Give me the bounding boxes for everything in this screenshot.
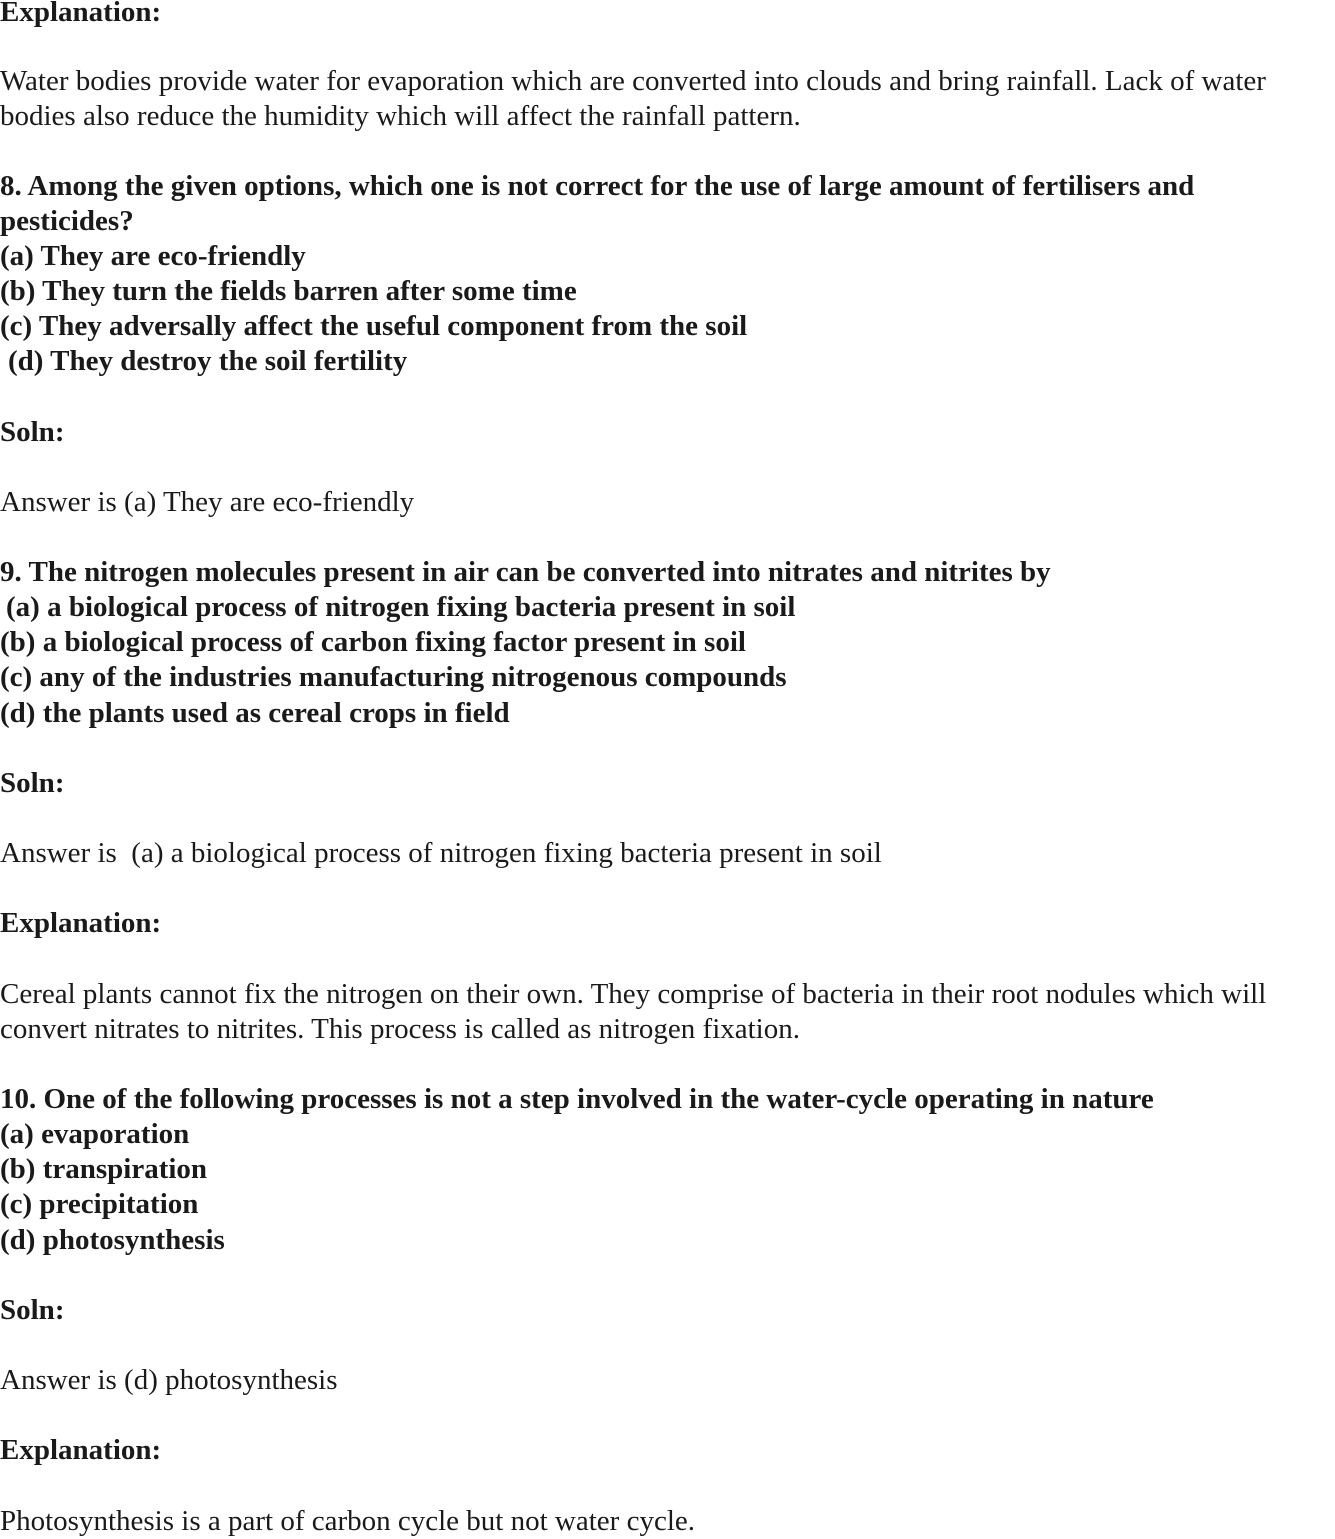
solution-label: Soln: <box>0 767 65 799</box>
question-10-option-a: (a) evaporation <box>0 1118 190 1150</box>
question-8-text: 8. Among the given options, which one is not correct for the use of large amount of fertilisers and <box>0 170 1195 202</box>
question-8-text-cont: pesticides? <box>0 205 134 237</box>
question-10-text: 10. One of the following processes is not a step involved in the water-cycle operating in nature <box>0 1083 1154 1115</box>
question-10-option-c: (c) precipitation <box>0 1188 199 1220</box>
question-10-option-b: (b) transpiration <box>0 1153 208 1185</box>
question-9-option-d: (d) the plants used as cereal crops in field <box>0 697 510 729</box>
explanation-heading: Explanation: <box>0 907 162 939</box>
solution-label: Soln: <box>0 1294 65 1326</box>
explanation-text-line: Water bodies provide water for evaporation which are converted into clouds and bring rainfall. Lack of water <box>0 65 1266 97</box>
question-8-option-b: (b) They turn the fields barren after some time <box>0 275 577 307</box>
explanation-heading: Explanation: <box>0 1434 162 1466</box>
question-8-option-d: (d) They destroy the soil fertility <box>8 345 408 377</box>
question-9-text: 9. The nitrogen molecules present in air can be converted into nitrates and nitrites by <box>0 556 1051 588</box>
question-9-option-a: (a) a biological process of nitrogen fixing bacteria present in soil <box>6 591 796 623</box>
solution-label: Soln: <box>0 416 65 448</box>
question-10-option-d: (d) photosynthesis <box>0 1224 225 1256</box>
question-9-option-b: (b) a biological process of carbon fixing factor present in soil <box>0 626 746 658</box>
question-8-option-c: (c) They adversally affect the useful component from the soil <box>0 310 748 342</box>
explanation-text-line: Photosynthesis is a part of carbon cycle but not water cycle. <box>0 1505 695 1537</box>
explanation-heading: Explanation: <box>0 0 162 28</box>
answer-text: Answer is (a) They are eco-friendly <box>0 486 415 518</box>
answer-text: Answer is (d) photosynthesis <box>0 1364 338 1396</box>
explanation-text-line: convert nitrates to nitrites. This process is called as nitrogen fixation. <box>0 1013 800 1045</box>
explanation-text-line: Cereal plants cannot fix the nitrogen on their own. They comprise of bacteria in their root nodules which will <box>0 978 1267 1010</box>
question-8-option-a: (a) They are eco-friendly <box>0 240 306 272</box>
explanation-text-line: bodies also reduce the humidity which will affect the rainfall pattern. <box>0 100 801 132</box>
answer-text: Answer is (a) a biological process of nitrogen fixing bacteria present in soil <box>0 837 882 869</box>
question-9-option-c: (c) any of the industries manufacturing nitrogenous compounds <box>0 661 787 693</box>
